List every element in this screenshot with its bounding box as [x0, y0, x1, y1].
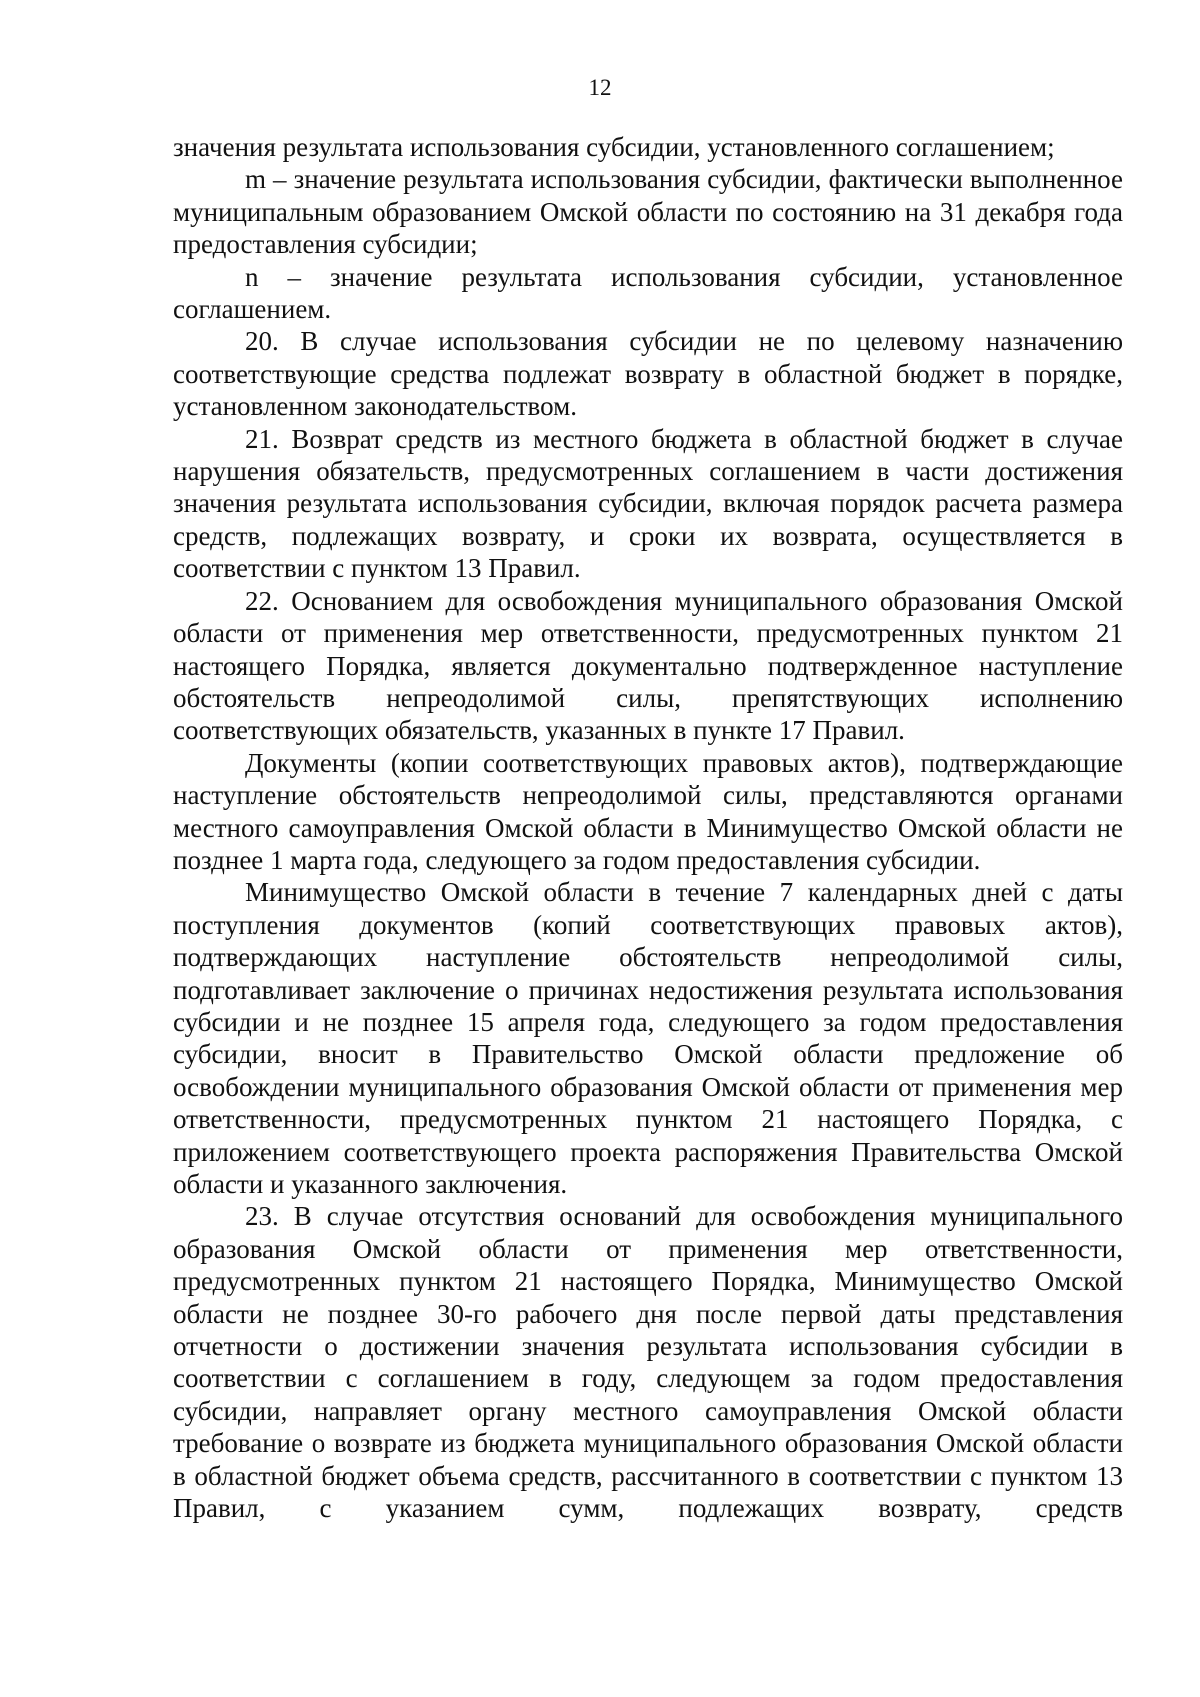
- paragraph-continuation: значения результата использования субсидии, установленного соглашением;: [173, 132, 1055, 162]
- page-number: 12: [588, 75, 612, 100]
- document-body: [173, 131, 1123, 1524]
- paragraph-item-22: 22. Основанием для освобождения муниципального образования Омской области от применения мер ответственности, предусмотренных пунктом 21 настоящего Порядка, является документально подтвержденное наступление обстоятельств непреодолимой силы, препятствующих исполнению соответствующих обязательств, указанных в пункте 17 Правил.: [173, 585, 1123, 746]
- paragraph-minimushchestvo: Минимущество Омской области в течение 7 календарных дней с даты поступления документов (копий соответствующих правовых актов), подтверждающих наступление обстоятельств непреодолимой силы, подготавливает заключение о причинах недостижения результата использования субсидии и не позднее 15 апреля года, следующего за годом предоставления субсидии, вносит в Правительство Омской области предложение об освобождении муниципального образования Омской области от применения мер ответственности, предусмотренных пунктом 21 настоящего Порядка, с приложением соответствующего проекта распоряжения Правительства Омской области и указанного заключения.: [173, 877, 1123, 1199]
- paragraph-documents: Документы (копии соответствующих правовых актов), подтверждающие наступление обстоятельств непреодолимой силы, представляются органами местного самоуправления Омской области в Минимущество Омской области не позднее 1 марта года, следующего за годом предоставления субсидии.: [173, 747, 1123, 875]
- paragraph-item-23: 23. В случае отсутствия оснований для освобождения муниципального образования Омской области от применения мер ответственности, предусмотренных пунктом 21 настоящего Порядка, Минимущество Омской области не позднее 30-го рабочего дня после первой даты представления отчетности о достижении значения результата использования субсидии в соответствии с соглашением в году, следующем за годом предоставления субсидии, направляет органу местного самоуправления Омской области требование о возврате из бюджета муниципального образования Омской области в областной бюджет объема средств, рассчитанного в соответствии с пунктом 13 Правил, с указанием сумм, подлежащих возврату, средств: [173, 1201, 1123, 1524]
- paragraph-item-20: 20. В случае использования субсидии не по целевому назначению соответствующие средства подлежат возврату в областной бюджет в порядке, установленном законодательством.: [173, 326, 1123, 422]
- paragraph-definition-n: n – значение результата использования субсидии, установленное соглашением.: [173, 261, 1123, 325]
- paragraph-item-21: 21. Возврат средств из местного бюджета в областной бюджет в случае нарушения обязательств, предусмотренных соглашением в части достижения значения результата использования субсидии, включая порядок расчета размера средств, подлежащих возврату, и сроки их возврата, осуществляется в соответствии с пунктом 13 Правил.: [173, 423, 1123, 584]
- paragraph-definition-m: m – значение результата использования субсидии, фактически выполненное муниципальным образованием Омской области по состоянию на 31 декабря года предоставления субсидии;: [173, 164, 1123, 260]
